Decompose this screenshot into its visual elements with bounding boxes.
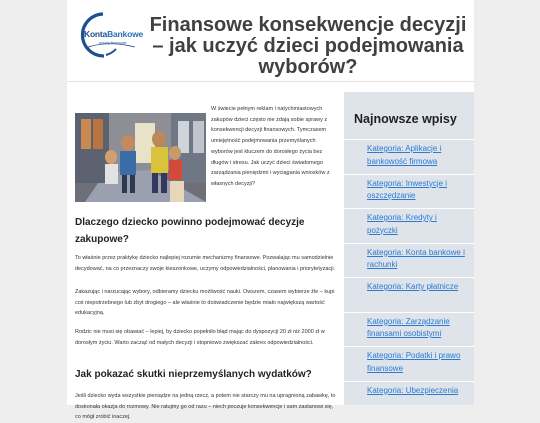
page-container	[67, 0, 474, 421]
logo-tagline: porady finansowe	[99, 41, 127, 45]
sidebar-title: Najnowsze wpisy	[354, 112, 457, 126]
section-heading-show-consequences: Jak pokazać skutki nieprzemyślanych wydatków?	[75, 369, 312, 380]
intro-paragraph: W świecie pełnym reklam i natychmiastowych zakupów dzieci często nie zdają sobie sprawy z konsekwencji decyzji finansowych. Tymczasem umiejętność podejmowania przemyślanych wyborów jest kluczem do dorosłego życia bez długów i stresu. Jak uczyć dzieci świadomego zarządzania pieniędzmi i wyciągania wniosków z własnych decyzji?	[211, 106, 330, 187]
sidebar-link[interactable]: Kategoria: Zarządzanie finansami osobistymi	[344, 312, 474, 347]
sidebar-link[interactable]: Kategoria: Ubezpieczenia	[344, 381, 474, 416]
site-logo[interactable]	[73, 10, 147, 60]
article-paragraph: To właśnie przez praktykę dziecko najlepiej rozumie mechanizmy finansowe. Pozwalając mu samodzielnie decydować, na co przeznaczy swoje kieszonkowe, uczymy odpowiedzialności, planowania i priorytetyzacji.	[75, 255, 336, 272]
sidebar-link[interactable]: Kategoria: Inwestycje i oszczędzanie	[344, 174, 474, 209]
article-paragraph: Jeśli dziecko wyda wszystkie pieniądze na jedną rzecz, a potem nie starczy mu na upragnioną zabawkę, to doskonała okazja do rozmowy. Nie ratujmy go od razu – niech poczuje konsekwencje i sam zastanowi się, co mógł zrobić inaczej.	[75, 393, 336, 421]
sidebar-link[interactable]: Kategoria: Karty płatnicze	[344, 277, 474, 312]
logo-wordmark: KontaBankowe	[84, 29, 144, 39]
section-heading-why-decide: Dlaczego dziecko powinno podejmować decyzje zakupowe?	[75, 217, 305, 245]
page-title: Finansowe konsekwencje decyzji – jak uczyć dzieci podejmowania wyborów?	[149, 14, 467, 78]
children-hallway-image-icon	[75, 113, 206, 202]
article-paragraph: Rodzic nie musi się obawiać – lepiej, by dziecko popełniło błąd mając do dyspozycji 20 zł niż 2000 zł w dorosłym życiu. Warto zacząć od małych decyzji i stopniowo zwiększać zakres odpowiedzialności.	[75, 329, 325, 346]
sidebar-link[interactable]: Kategoria: Konta bankowe i rachunki	[344, 243, 474, 278]
sidebar-link[interactable]: Kategoria: Aplikacje i bankowość firmowa	[344, 139, 474, 174]
hero-image	[75, 113, 206, 202]
site-header	[67, 0, 474, 82]
sidebar-link[interactable]: Kategoria: Podatki i prawo finansowe	[344, 346, 474, 381]
article-paragraph: Zakazując i narzucając wybory, odbieramy dziecku możliwość nauki. Owszem, czasem wybierze źle – kupi coś niepotrzebnego lub zbyt drogiego – ale właśnie to doświadczenie będzie miało największą wartość edukacyjną.	[75, 289, 335, 317]
sidebar-link[interactable]: Kategoria: Kredyty i pożyczki	[344, 208, 474, 243]
sidebar-list	[344, 139, 474, 415]
sidebar-recent-posts	[344, 92, 474, 405]
